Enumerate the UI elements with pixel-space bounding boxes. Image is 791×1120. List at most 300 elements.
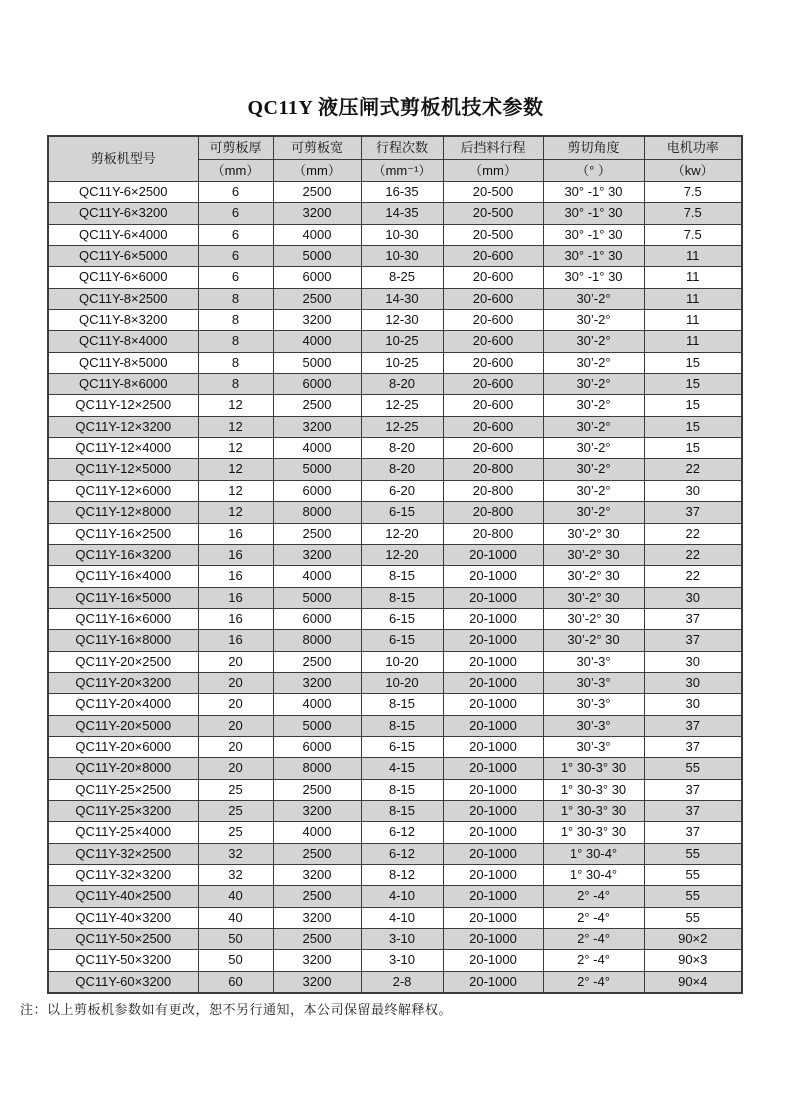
width-cell: 2500 [273, 886, 361, 907]
model-cell: QC11Y-16×5000 [48, 587, 198, 608]
power-cell: 7.5 [644, 224, 742, 245]
angle-cell: 30’-3° [543, 694, 644, 715]
angle-cell: 1° 30-3° 30 [543, 800, 644, 821]
angle-cell: 30’-2° [543, 480, 644, 501]
table-row [48, 843, 742, 864]
width-cell: 4000 [273, 694, 361, 715]
power-cell: 30 [644, 672, 742, 693]
model-cell: QC11Y-12×6000 [48, 480, 198, 501]
col-header-width: 可剪板宽 [273, 136, 361, 159]
power-cell: 90×2 [644, 929, 742, 950]
table-row [48, 822, 742, 843]
col-header-backgauge: 后挡料行程 [443, 136, 543, 159]
model-cell: QC11Y-8×4000 [48, 331, 198, 352]
width-cell: 4000 [273, 566, 361, 587]
strokes-cell: 8-15 [361, 715, 443, 736]
angle-cell: 1° 30-4° [543, 865, 644, 886]
backgauge-cell: 20-800 [443, 502, 543, 523]
backgauge-cell: 20-1000 [443, 630, 543, 651]
spec-table [47, 135, 743, 994]
table-row [48, 459, 742, 480]
angle-cell: 2° -4° [543, 886, 644, 907]
width-cell: 2500 [273, 651, 361, 672]
model-cell: QC11Y-16×4000 [48, 566, 198, 587]
table-row [48, 203, 742, 224]
model-cell: QC11Y-20×2500 [48, 651, 198, 672]
backgauge-cell: 20-600 [443, 395, 543, 416]
strokes-cell: 3-10 [361, 929, 443, 950]
thickness-cell: 16 [198, 544, 273, 565]
col-unit-power: （kw） [644, 159, 742, 182]
model-cell: QC11Y-12×4000 [48, 438, 198, 459]
power-cell: 11 [644, 246, 742, 267]
angle-cell: 30’-2° [543, 310, 644, 331]
power-cell: 7.5 [644, 182, 742, 203]
thickness-cell: 12 [198, 395, 273, 416]
backgauge-cell: 20-1000 [443, 843, 543, 864]
model-cell: QC11Y-8×3200 [48, 310, 198, 331]
model-cell: QC11Y-40×3200 [48, 907, 198, 928]
strokes-cell: 14-30 [361, 288, 443, 309]
angle-cell: 30’-3° [543, 715, 644, 736]
strokes-cell: 6-15 [361, 608, 443, 629]
width-cell: 6000 [273, 267, 361, 288]
backgauge-cell: 20-1000 [443, 672, 543, 693]
strokes-cell: 4-10 [361, 907, 443, 928]
width-cell: 3200 [273, 310, 361, 331]
strokes-cell: 6-20 [361, 480, 443, 501]
angle-cell: 1° 30-3° 30 [543, 758, 644, 779]
col-unit-width: （mm） [273, 159, 361, 182]
backgauge-cell: 20-500 [443, 182, 543, 203]
backgauge-cell: 20-1000 [443, 886, 543, 907]
width-cell: 2500 [273, 523, 361, 544]
angle-cell: 30’-2° 30 [543, 630, 644, 651]
table-row [48, 694, 742, 715]
width-cell: 8000 [273, 502, 361, 523]
power-cell: 55 [644, 865, 742, 886]
backgauge-cell: 20-1000 [443, 779, 543, 800]
angle-cell: 30’-2° [543, 438, 644, 459]
thickness-cell: 60 [198, 971, 273, 993]
power-cell: 15 [644, 416, 742, 437]
thickness-cell: 6 [198, 224, 273, 245]
thickness-cell: 8 [198, 374, 273, 395]
model-cell: QC11Y-8×6000 [48, 374, 198, 395]
thickness-cell: 20 [198, 694, 273, 715]
backgauge-cell: 20-600 [443, 331, 543, 352]
width-cell: 4000 [273, 822, 361, 843]
thickness-cell: 20 [198, 651, 273, 672]
thickness-cell: 6 [198, 246, 273, 267]
thickness-cell: 50 [198, 929, 273, 950]
col-header-model: 剪板机型号 [48, 136, 198, 182]
power-cell: 7.5 [644, 203, 742, 224]
model-cell: QC11Y-6×6000 [48, 267, 198, 288]
table-row [48, 672, 742, 693]
model-cell: QC11Y-40×2500 [48, 886, 198, 907]
power-cell: 37 [644, 736, 742, 757]
backgauge-cell: 20-1000 [443, 907, 543, 928]
strokes-cell: 10-30 [361, 224, 443, 245]
width-cell: 5000 [273, 587, 361, 608]
model-cell: QC11Y-16×2500 [48, 523, 198, 544]
thickness-cell: 16 [198, 587, 273, 608]
power-cell: 11 [644, 331, 742, 352]
backgauge-cell: 20-1000 [443, 865, 543, 886]
strokes-cell: 12-25 [361, 395, 443, 416]
power-cell: 15 [644, 395, 742, 416]
thickness-cell: 16 [198, 566, 273, 587]
power-cell: 15 [644, 438, 742, 459]
backgauge-cell: 20-1000 [443, 758, 543, 779]
angle-cell: 30’-2° 30 [543, 523, 644, 544]
strokes-cell: 12-25 [361, 416, 443, 437]
width-cell: 3200 [273, 672, 361, 693]
angle-cell: 30’-3° [543, 672, 644, 693]
thickness-cell: 12 [198, 502, 273, 523]
angle-cell: 30’-2° [543, 459, 644, 480]
col-header-thickness: 可剪板厚 [198, 136, 273, 159]
backgauge-cell: 20-600 [443, 416, 543, 437]
table-row [48, 352, 742, 373]
width-cell: 3200 [273, 800, 361, 821]
angle-cell: 1° 30-3° 30 [543, 822, 644, 843]
backgauge-cell: 20-600 [443, 438, 543, 459]
strokes-cell: 8-20 [361, 459, 443, 480]
model-cell: QC11Y-16×8000 [48, 630, 198, 651]
width-cell: 2500 [273, 929, 361, 950]
table-row [48, 865, 742, 886]
table-row [48, 929, 742, 950]
power-cell: 37 [644, 630, 742, 651]
model-cell: QC11Y-12×5000 [48, 459, 198, 480]
power-cell: 37 [644, 715, 742, 736]
width-cell: 2500 [273, 779, 361, 800]
width-cell: 2500 [273, 182, 361, 203]
power-cell: 37 [644, 608, 742, 629]
strokes-cell: 2-8 [361, 971, 443, 993]
thickness-cell: 6 [198, 182, 273, 203]
power-cell: 37 [644, 822, 742, 843]
power-cell: 22 [644, 566, 742, 587]
col-header-power: 电机功率 [644, 136, 742, 159]
model-cell: QC11Y-25×3200 [48, 800, 198, 821]
thickness-cell: 12 [198, 438, 273, 459]
power-cell: 15 [644, 352, 742, 373]
width-cell: 3200 [273, 544, 361, 565]
model-cell: QC11Y-16×3200 [48, 544, 198, 565]
power-cell: 15 [644, 374, 742, 395]
angle-cell: 1° 30-3° 30 [543, 779, 644, 800]
table-row [48, 246, 742, 267]
power-cell: 30 [644, 480, 742, 501]
table-row [48, 331, 742, 352]
strokes-cell: 10-25 [361, 331, 443, 352]
model-cell: QC11Y-6×5000 [48, 246, 198, 267]
thickness-cell: 8 [198, 331, 273, 352]
table-row [48, 416, 742, 437]
table-row [48, 288, 742, 309]
table-row [48, 886, 742, 907]
angle-cell: 30’-2° [543, 502, 644, 523]
power-cell: 55 [644, 843, 742, 864]
table-row [48, 950, 742, 971]
model-cell: QC11Y-50×2500 [48, 929, 198, 950]
width-cell: 2500 [273, 395, 361, 416]
thickness-cell: 20 [198, 672, 273, 693]
strokes-cell: 8-20 [361, 438, 443, 459]
backgauge-cell: 20-500 [443, 224, 543, 245]
backgauge-cell: 20-1000 [443, 736, 543, 757]
width-cell: 3200 [273, 416, 361, 437]
angle-cell: 30’-2° 30 [543, 566, 644, 587]
backgauge-cell: 20-600 [443, 352, 543, 373]
strokes-cell: 8-15 [361, 779, 443, 800]
table-row [48, 523, 742, 544]
power-cell: 11 [644, 288, 742, 309]
width-cell: 5000 [273, 352, 361, 373]
model-cell: QC11Y-20×6000 [48, 736, 198, 757]
col-unit-thickness: （mm） [198, 159, 273, 182]
width-cell: 4000 [273, 438, 361, 459]
angle-cell: 30° -1° 30 [543, 246, 644, 267]
strokes-cell: 12-20 [361, 544, 443, 565]
table-row [48, 715, 742, 736]
table-row [48, 907, 742, 928]
thickness-cell: 8 [198, 288, 273, 309]
thickness-cell: 25 [198, 822, 273, 843]
backgauge-cell: 20-800 [443, 480, 543, 501]
table-row [48, 566, 742, 587]
thickness-cell: 25 [198, 800, 273, 821]
table-row [48, 480, 742, 501]
model-cell: QC11Y-8×2500 [48, 288, 198, 309]
strokes-cell: 8-15 [361, 800, 443, 821]
thickness-cell: 16 [198, 630, 273, 651]
width-cell: 3200 [273, 971, 361, 993]
width-cell: 3200 [273, 907, 361, 928]
width-cell: 6000 [273, 736, 361, 757]
table-row [48, 438, 742, 459]
backgauge-cell: 20-600 [443, 246, 543, 267]
model-cell: QC11Y-20×4000 [48, 694, 198, 715]
strokes-cell: 8-15 [361, 566, 443, 587]
strokes-cell: 4-10 [361, 886, 443, 907]
strokes-cell: 4-15 [361, 758, 443, 779]
backgauge-cell: 20-600 [443, 310, 543, 331]
model-cell: QC11Y-20×5000 [48, 715, 198, 736]
power-cell: 55 [644, 886, 742, 907]
angle-cell: 2° -4° [543, 971, 644, 993]
power-cell: 37 [644, 800, 742, 821]
strokes-cell: 8-25 [361, 267, 443, 288]
width-cell: 2500 [273, 843, 361, 864]
backgauge-cell: 20-1000 [443, 715, 543, 736]
strokes-cell: 10-20 [361, 672, 443, 693]
thickness-cell: 12 [198, 416, 273, 437]
footer-note: 注：以上剪板机参数如有更改，恕不另行通知，本公司保留最终解释权。 [20, 1002, 453, 1017]
strokes-cell: 6-15 [361, 736, 443, 757]
spec-table-body [48, 182, 742, 994]
width-cell: 3200 [273, 950, 361, 971]
strokes-cell: 8-15 [361, 587, 443, 608]
backgauge-cell: 20-500 [443, 203, 543, 224]
thickness-cell: 6 [198, 267, 273, 288]
strokes-cell: 8-15 [361, 694, 443, 715]
power-cell: 90×4 [644, 971, 742, 993]
strokes-cell: 10-30 [361, 246, 443, 267]
angle-cell: 30’-2° [543, 374, 644, 395]
width-cell: 4000 [273, 331, 361, 352]
angle-cell: 30’-2° [543, 395, 644, 416]
angle-cell: 30° -1° 30 [543, 224, 644, 245]
width-cell: 2500 [273, 288, 361, 309]
thickness-cell: 40 [198, 907, 273, 928]
thickness-cell: 20 [198, 715, 273, 736]
table-row [48, 800, 742, 821]
power-cell: 30 [644, 651, 742, 672]
backgauge-cell: 20-1000 [443, 651, 543, 672]
power-cell: 30 [644, 587, 742, 608]
backgauge-cell: 20-1000 [443, 587, 543, 608]
table-row [48, 310, 742, 331]
table-row [48, 395, 742, 416]
backgauge-cell: 20-600 [443, 288, 543, 309]
model-cell: QC11Y-50×3200 [48, 950, 198, 971]
table-row [48, 544, 742, 565]
page-title: QC11Y 液压闸式剪板机技术参数 [247, 97, 544, 119]
angle-cell: 30° -1° 30 [543, 267, 644, 288]
strokes-cell: 6-15 [361, 630, 443, 651]
backgauge-cell: 20-1000 [443, 971, 543, 993]
thickness-cell: 40 [198, 886, 273, 907]
table-row [48, 630, 742, 651]
strokes-cell: 8-12 [361, 865, 443, 886]
angle-cell: 30’-2° [543, 288, 644, 309]
angle-cell: 30’-2° [543, 416, 644, 437]
strokes-cell: 10-20 [361, 651, 443, 672]
strokes-cell: 16-35 [361, 182, 443, 203]
spec-table-header [48, 136, 742, 182]
backgauge-cell: 20-1000 [443, 822, 543, 843]
strokes-cell: 8-20 [361, 374, 443, 395]
backgauge-cell: 20-800 [443, 459, 543, 480]
angle-cell: 30’-2° 30 [543, 587, 644, 608]
model-cell: QC11Y-16×6000 [48, 608, 198, 629]
table-row [48, 779, 742, 800]
thickness-cell: 25 [198, 779, 273, 800]
width-cell: 3200 [273, 865, 361, 886]
strokes-cell: 12-20 [361, 523, 443, 544]
backgauge-cell: 20-800 [443, 523, 543, 544]
model-cell: QC11Y-32×2500 [48, 843, 198, 864]
power-cell: 11 [644, 310, 742, 331]
thickness-cell: 50 [198, 950, 273, 971]
power-cell: 37 [644, 502, 742, 523]
width-cell: 6000 [273, 374, 361, 395]
table-row [48, 224, 742, 245]
model-cell: QC11Y-6×4000 [48, 224, 198, 245]
width-cell: 4000 [273, 224, 361, 245]
header-row-labels [48, 136, 742, 159]
power-cell: 90×3 [644, 950, 742, 971]
thickness-cell: 16 [198, 523, 273, 544]
angle-cell: 30’-2° [543, 331, 644, 352]
backgauge-cell: 20-1000 [443, 694, 543, 715]
model-cell: QC11Y-12×8000 [48, 502, 198, 523]
angle-cell: 30’-2° [543, 352, 644, 373]
thickness-cell: 12 [198, 459, 273, 480]
angle-cell: 2° -4° [543, 950, 644, 971]
backgauge-cell: 20-1000 [443, 544, 543, 565]
power-cell: 22 [644, 544, 742, 565]
table-row [48, 182, 742, 203]
angle-cell: 30° -1° 30 [543, 182, 644, 203]
table-row [48, 736, 742, 757]
strokes-cell: 6-12 [361, 843, 443, 864]
power-cell: 55 [644, 907, 742, 928]
model-cell: QC11Y-12×2500 [48, 395, 198, 416]
thickness-cell: 20 [198, 758, 273, 779]
backgauge-cell: 20-1000 [443, 800, 543, 821]
width-cell: 5000 [273, 459, 361, 480]
thickness-cell: 32 [198, 843, 273, 864]
model-cell: QC11Y-6×2500 [48, 182, 198, 203]
table-row [48, 758, 742, 779]
model-cell: QC11Y-60×3200 [48, 971, 198, 993]
strokes-cell: 10-25 [361, 352, 443, 373]
thickness-cell: 12 [198, 480, 273, 501]
model-cell: QC11Y-20×8000 [48, 758, 198, 779]
table-row [48, 608, 742, 629]
angle-cell: 2° -4° [543, 907, 644, 928]
angle-cell: 30° -1° 30 [543, 203, 644, 224]
strokes-cell: 14-35 [361, 203, 443, 224]
width-cell: 5000 [273, 715, 361, 736]
width-cell: 3200 [273, 203, 361, 224]
table-row [48, 502, 742, 523]
width-cell: 8000 [273, 758, 361, 779]
angle-cell: 30’-2° 30 [543, 544, 644, 565]
backgauge-cell: 20-1000 [443, 929, 543, 950]
strokes-cell: 3-10 [361, 950, 443, 971]
thickness-cell: 8 [198, 352, 273, 373]
backgauge-cell: 20-600 [443, 374, 543, 395]
model-cell: QC11Y-20×3200 [48, 672, 198, 693]
model-cell: QC11Y-8×5000 [48, 352, 198, 373]
strokes-cell: 6-12 [361, 822, 443, 843]
table-row [48, 651, 742, 672]
col-header-strokes: 行程次数 [361, 136, 443, 159]
thickness-cell: 8 [198, 310, 273, 331]
angle-cell: 30’-2° 30 [543, 608, 644, 629]
table-row [48, 587, 742, 608]
width-cell: 8000 [273, 630, 361, 651]
backgauge-cell: 20-600 [443, 267, 543, 288]
thickness-cell: 20 [198, 736, 273, 757]
width-cell: 6000 [273, 608, 361, 629]
power-cell: 55 [644, 758, 742, 779]
angle-cell: 2° -4° [543, 929, 644, 950]
col-unit-strokes: （mm⁻¹） [361, 159, 443, 182]
table-row [48, 971, 742, 993]
power-cell: 30 [644, 694, 742, 715]
model-cell: QC11Y-32×3200 [48, 865, 198, 886]
power-cell: 22 [644, 459, 742, 480]
model-cell: QC11Y-6×3200 [48, 203, 198, 224]
angle-cell: 30’-3° [543, 736, 644, 757]
